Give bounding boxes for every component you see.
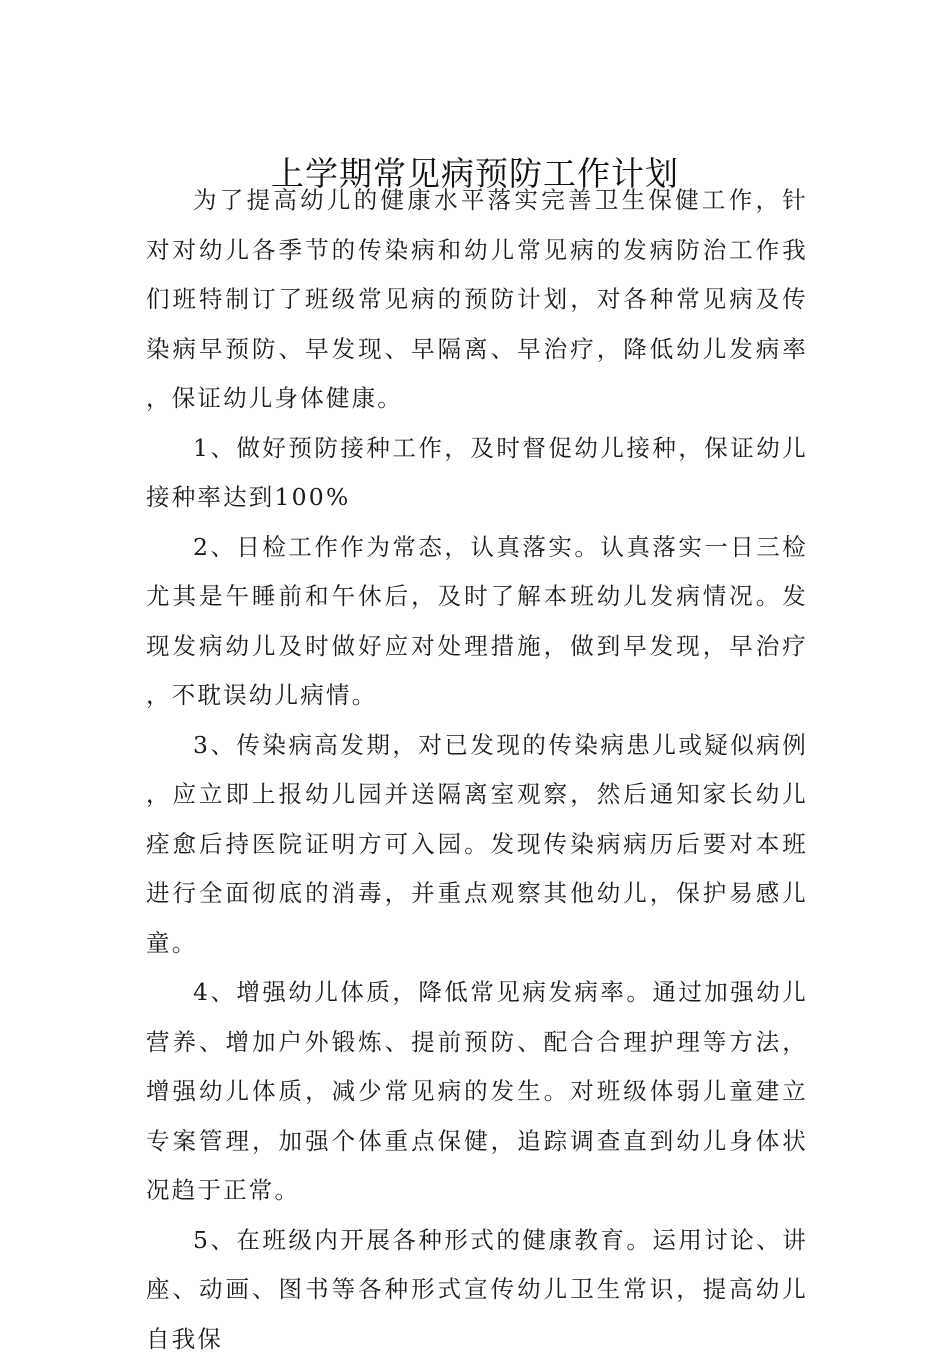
paragraph-item-2: 2、日检工作作为常态，认真落实。认真落实一日三检尤其是午睡前和午休后，及时了解本班幼儿发病情况。发现发病幼儿及时做好应对处理措施，做到早发现，早治疗，不耽误幼儿病情。 [146,523,808,721]
paragraph-item-1: 1、做好预防接种工作，及时督促幼儿接种，保证幼儿接种率达到100% [146,424,808,523]
document-title: 上学期常见病预防工作计划 [0,150,950,198]
paragraph-item-4: 4、增强幼儿体质，降低常见病发病率。通过加强幼儿营养、增加户外锻炼、提前预防、配合合理护理等方法，增强幼儿体质，减少常见病的发生。对班级体弱儿童建立专案管理，加强个体重点保健，追踪调查直到幼儿身体状况趋于正常。 [146,968,808,1216]
paragraph-intro: 为了提高幼儿的健康水平落实完善卫生保健工作，针对对幼儿各季节的传染病和幼儿常见病的发病防治工作我们班特制订了班级常见病的预防计划，对各种常见病及传染病早预防、早发现、早隔离、早治疗，降低幼儿发病率，保证幼儿身体健康。 [146,176,808,424]
paragraph-item-3: 3、传染病高发期，对已发现的传染病患儿或疑似病例，应立即上报幼儿园并送隔离室观察，然后通知家长幼儿痊愈后持医院证明方可入园。发现传染病病历后要对本班进行全面彻底的消毒，并重点观察其他幼儿，保护易感儿童。 [146,721,808,969]
paragraph-item-5: 5、在班级内开展各种形式的健康教育。运用讨论、讲座、动画、图书等各种形式宣传幼儿卫生常识，提高幼儿自我保 [146,1216,808,1364]
document-body [146,176,808,1364]
